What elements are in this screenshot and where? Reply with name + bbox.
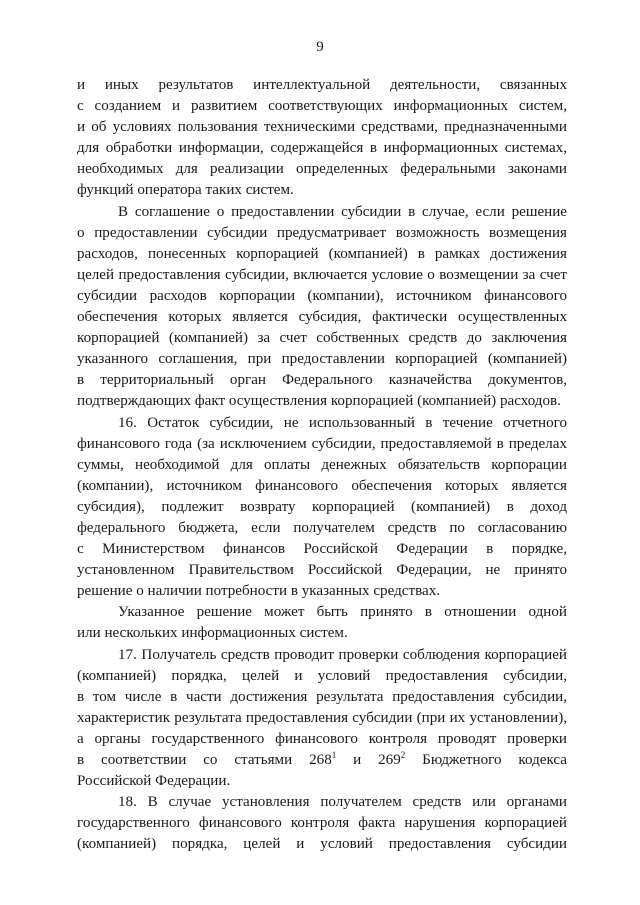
text-line: указанного соглашения, при предоставлении корпорацией (компанией) <box>77 351 567 368</box>
text-line: целей предоставления субсидии, включается условие о возмещении за счет <box>77 266 567 283</box>
text-line: финансового года (за исключением субсидии, предоставляемой в пределах <box>77 435 567 452</box>
text-line: Российской Федерации. <box>77 773 231 790</box>
text-line: функций оператора таких систем. <box>77 182 294 199</box>
paragraph <box>77 413 567 603</box>
text-line: и об условиях пользования техническими средствами, предназначенными <box>77 119 567 136</box>
text-line: 18. В случае установления получателем средств или органами <box>118 794 567 811</box>
text-line: в том числе в части достижения результата предоставления субсидии, <box>77 688 567 705</box>
text-line: субсидия), подлежит возврату корпорацией (компанией) в доход <box>77 498 567 515</box>
text-line: В соглашение о предоставлении субсидии в случае, если решение <box>118 203 567 220</box>
text-line: расходов, понесенных корпорацией (компанией) в рамках достижения <box>77 245 567 262</box>
text-line: а органы государственного финансового контроля проводят проверки <box>77 730 567 747</box>
text-line: в территориальный орган Федерального казначейства документов, <box>77 372 567 389</box>
text-line: подтверждающих факт осуществления корпорацией (компанией) расходов. <box>77 393 561 410</box>
page-number: 9 <box>316 39 324 55</box>
text-line: с созданием и развитием соответствующих информационных систем, <box>77 98 567 115</box>
paragraph <box>77 75 567 202</box>
text-line: 16. Остаток субсидии, не использованный в течение отчетного <box>118 414 567 431</box>
text-line: (компанией) порядка, целей и условий предоставления субсидии <box>77 836 567 853</box>
text-line: суммы, необходимой для оплаты денежных обязательств корпорации <box>77 456 567 473</box>
text-line: 17. Получатель средств проводит проверки соблюдения корпорацией <box>118 646 567 663</box>
paragraph <box>77 602 567 644</box>
text-line: (компанией) порядка, целей и условий предоставления субсидии, <box>77 667 567 684</box>
paragraph <box>77 645 567 793</box>
text-line: в соответствии со статьями $268^1$ и $269^2$ Бюджетного кодекса <box>77 750 568 768</box>
text-line: о предоставлении субсидии предусматривает возможность возмещения <box>77 224 567 241</box>
document-body <box>77 75 567 855</box>
text-line: (компании), источником финансового обеспечения которых является <box>77 477 567 494</box>
superscript: 2 <box>400 750 406 760</box>
text-line: Указанное решение может быть принято в отношении одной <box>118 604 567 621</box>
text-line: субсидии расходов корпорации (компании), источником финансового <box>77 287 567 304</box>
text-line: установленном Правительством Российской Федерации, не принято <box>77 562 567 579</box>
text-line: обеспечения которых является субсидия, фактически осуществленных <box>77 309 567 326</box>
text-line: и иных результатов интеллектуальной деятельности, связанных <box>77 77 567 93</box>
text-line: государственного финансового контроля факта нарушения корпорацией <box>77 815 567 832</box>
text-line: корпорацией (компанией) за счет собственных средств до заключения <box>77 330 567 347</box>
text-line: необходимых для реализации определенных федеральными законами <box>77 161 567 178</box>
text-line: характеристик результата предоставления субсидии (при их установлении), <box>77 709 567 726</box>
text-line: решение о наличии потребности в указанных средствах. <box>77 583 441 600</box>
text-line: или нескольких информационных систем. <box>77 625 348 642</box>
paragraph <box>77 202 567 413</box>
paragraph <box>77 792 567 855</box>
text-line: для обработки информации, содержащейся в информационных системах, <box>77 140 567 157</box>
text-line: с Министерством финансов Российской Федерации в порядке, <box>77 541 567 558</box>
superscript: 1 <box>331 750 337 760</box>
article-ref-268-1: $268^1$ <box>309 750 337 768</box>
text-line: федерального бюджета, если получателем средств по согласованию <box>77 519 567 536</box>
article-ref-269-2: $269^2$ <box>378 750 406 768</box>
